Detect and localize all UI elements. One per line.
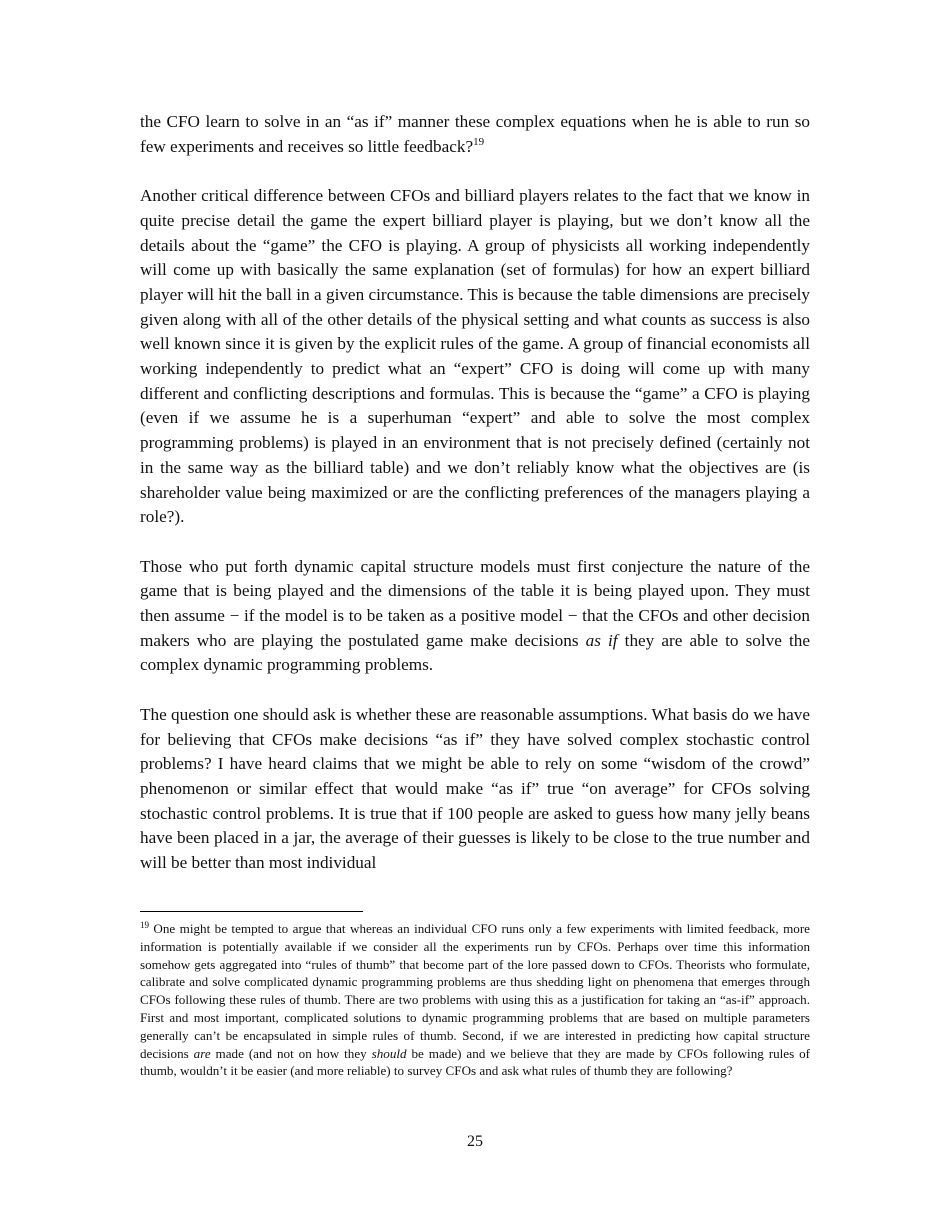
footnote-text-a: One might be tempted to argue that whereas an individual CFO runs only a few experiments with limited feedback, more information is potentially available if we consider all the experiments run by CFOs. Perhaps over time this information somehow gets aggregated into “rules of thumb” that become part of the lore passed down to CFOs. Theorists who formulate, calibrate and solve complicated dynamic programming problems are thus shedding light on phenomena that emerges through CFOs following these rules of thumb. There are two problems with using this as a justification for taking an “as-if” approach. First and most important, complicated solutions to dynamic programming problems that are based on multiple parameters generally can’t be encapsulated in simple rules of thumb. Second, if we are interested in predicting how capital structure decisions <box>140 921 810 1061</box>
paragraph-2: Another critical difference between CFOs and billiard players relates to the fact that we know in quite precise detail the game the expert billiard player is playing, but we don’t know all the details about the “game” the CFO is playing. A group of physicists all working independently will come up with basically the same explanation (set of formulas) for how an expert billiard player will hit the ball in a given circumstance. This is because the table dimensions are precisely given along with all of the other details of the physical setting and what counts as success is also well known since it is given by the explicit rules of the game. A group of financial economists all working independently to predict what an “expert” CFO is doing will come up with many different and conflicting descriptions and formulas. This is because the “game” a CFO is playing (even if we assume he is a superhuman “expert” and able to solve the most complex programming problems) is played in an environment that is not precisely defined (certainly not in the same way as the billiard table) and we don’t reliably know what the objectives are (is shareholder value being maximized or are the conflicting preferences of the managers playing a role?). <box>140 186 810 527</box>
footnote-separator <box>140 911 363 912</box>
paragraph-3-emphasis: as if <box>585 630 618 650</box>
paragraph-4: The question one should ask is whether these are reasonable assumptions. What basis do we have for believing that CFOs make decisions “as if” they have solved complex stochastic control problems? I have heard claims that we might be able to rely on some “wisdom of the crowd” phenomenon or similar effect that would make “as if” true “on average” for CFOs solving stochastic control problems. It is true that if 100 people are asked to guess how many jelly beans have been placed in a jar, the average of their guesses is likely to be close to the true number and will be better than most individual <box>140 704 810 873</box>
footnote-text-c: be made) and we believe that they are made by CFOs following rules of thumb, wouldn’t it be easier (and more reliable) to survey CFOs and ask what rules of thumb they are following? <box>140 1045 810 1079</box>
paragraph-1-text: the CFO learn to solve in an “as if” manner these complex equations when he is able to run so few experiments and receives so little feedback? <box>140 112 810 156</box>
paragraph-3-text-a: Those who put forth dynamic capital structure models must first conjecture the nature of the game that is being played and the dimensions of the table it is being played upon. They must then assume − if the model is to be taken as a positive model − that the CFOs and other decision makers who are playing the postulated game make decisions <box>140 556 810 650</box>
footnote-text-b: made (and not on how they <box>210 1045 372 1061</box>
footnote-emphasis-should: should <box>371 1045 407 1061</box>
footnote-19 <box>140 920 810 1080</box>
footnote-marker: 19 <box>140 920 149 930</box>
page-number: 25 <box>467 1133 483 1150</box>
main-text <box>140 110 810 900</box>
footnote-reference[interactable]: 19 <box>473 135 485 148</box>
paragraph-3 <box>140 555 810 679</box>
paragraph-3-text-b: they are able to solve the complex dynamic programming problems. <box>140 630 810 675</box>
paragraph-1 <box>140 110 810 159</box>
footnote-emphasis-are: are <box>193 1045 211 1061</box>
